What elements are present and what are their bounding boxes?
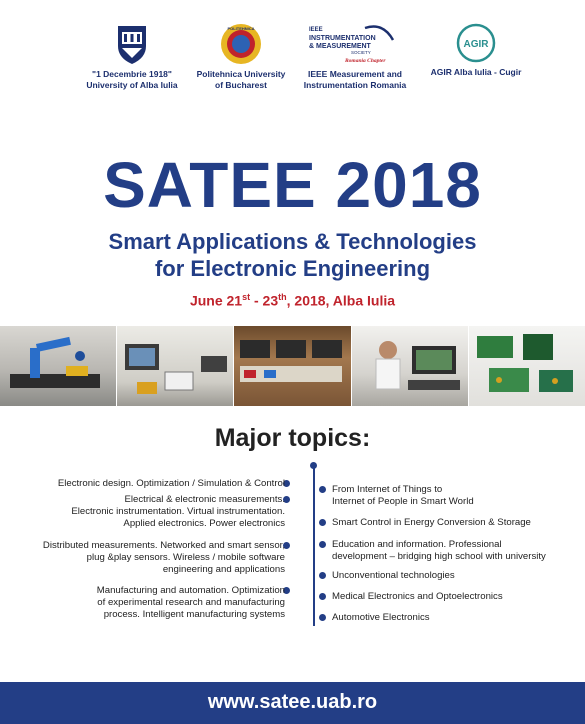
romania-chapter-text: Romania Chapter [345, 58, 386, 64]
left-topic-2 [15, 494, 285, 530]
topic-line: process. Intelligent manufacturing systems [103, 609, 285, 620]
politehnica-seal-icon [219, 22, 263, 66]
topic-line: Smart Control in Energy Conversion & Storage [332, 517, 531, 528]
right-node-4 [319, 572, 326, 579]
topic-line: Education and information. Professional [332, 539, 502, 550]
agir-text: AGIR [463, 39, 489, 50]
circuit-boards-photo [469, 326, 585, 406]
topic-line: Medical Electronics and Optoelectronics [332, 591, 503, 602]
right-topic-3 [332, 539, 577, 563]
left-topic-4 [15, 585, 285, 621]
photo-strip [0, 326, 585, 406]
event-dates [0, 292, 585, 309]
topic-line: Internet of People in Smart World [332, 496, 474, 507]
ieee-logo [290, 22, 420, 91]
left-topic-3 [15, 540, 285, 576]
left-topic-1 [15, 478, 285, 490]
subtitle-line-1: Smart Applications & Technologies [108, 229, 477, 254]
topic-line: engineering and applications [162, 564, 285, 575]
topics-timeline [313, 466, 315, 626]
major-topics-heading: Major topics: [214, 424, 371, 452]
right-node-1 [319, 486, 326, 493]
upb-caption-1: Politehnica University [196, 69, 286, 79]
ieee-text: IEEE [309, 27, 323, 33]
right-node-2 [319, 519, 326, 526]
topic-line: Electronic design. Optimization / Simulation & Control [57, 478, 285, 489]
ims-text-3: SOCIETY [351, 50, 371, 55]
date-start-suffix: st [242, 292, 251, 302]
right-topic-4 [332, 570, 577, 582]
seal-text: POLITEHNICA [227, 26, 255, 31]
right-topic-6 [332, 612, 577, 624]
right-topic-5 [332, 591, 577, 603]
upb-logo [186, 22, 296, 91]
date-start: June 21 [189, 292, 243, 309]
uab-caption-2: University of Alba Iulia [86, 80, 178, 90]
topic-line: Automotive Electronics [332, 612, 430, 623]
footer-url[interactable]: www.satee.uab.ro [0, 682, 585, 724]
subtitle-line-2: for Electronic Engineering [154, 256, 431, 281]
date-end: - 23 [250, 292, 279, 309]
page-subtitle [0, 228, 585, 282]
robotic-arm-photo [0, 326, 117, 406]
right-node-3 [319, 541, 326, 548]
uab-logo [72, 22, 192, 91]
right-topic-2 [332, 517, 577, 529]
lab-researcher-photo [352, 326, 469, 406]
partner-logos [0, 22, 585, 102]
ieee-caption-2: Instrumentation Romania [303, 80, 407, 90]
right-topic-1 [332, 484, 577, 508]
topic-line: Distributed measurements. Networked and smart sensor, [42, 540, 285, 551]
topic-line: Electrical & electronic measurements. [124, 494, 285, 505]
instrument-rack-photo [234, 326, 351, 406]
topic-line: Manufacturing and automation. Optimization [96, 585, 285, 596]
topic-line: of experimental research and manufacturing [97, 597, 285, 608]
topic-line: From Internet of Things to [332, 484, 443, 495]
right-node-6 [319, 614, 326, 621]
upb-caption-2: of Bucharest [215, 80, 267, 90]
date-location: , 2018, Alba Iulia [286, 292, 396, 309]
ieee-ims-icon [305, 22, 405, 66]
topic-line: plug &play sensors. Wireless / mobile software [86, 552, 285, 563]
date-end-suffix: th [278, 292, 287, 302]
agir-caption-1: AGIR Alba Iulia - Cugir [430, 67, 522, 77]
topic-line: Electronic instrumentation. Virtual instrumentation. [71, 506, 285, 517]
lab-workbench-photo [117, 326, 234, 406]
uab-caption-1: "1 Decembrie 1918" [92, 69, 172, 79]
topic-line: Applied electronics. Power electronics [123, 518, 285, 529]
ieee-caption-1: IEEE Measurement and [307, 69, 402, 79]
topic-line: development – bridging high school with university [332, 551, 546, 562]
timeline-node-top [310, 462, 317, 469]
right-node-5 [319, 593, 326, 600]
topic-line: Unconventional technologies [332, 570, 455, 581]
university-crest-icon [114, 22, 150, 66]
page-title: SATEE 2018 [103, 149, 482, 221]
ims-text-1: INSTRUMENTATION [309, 35, 376, 42]
agir-logo [416, 22, 536, 78]
ims-text-2: & MEASUREMENT [309, 43, 371, 50]
agir-logo-icon [455, 22, 497, 64]
